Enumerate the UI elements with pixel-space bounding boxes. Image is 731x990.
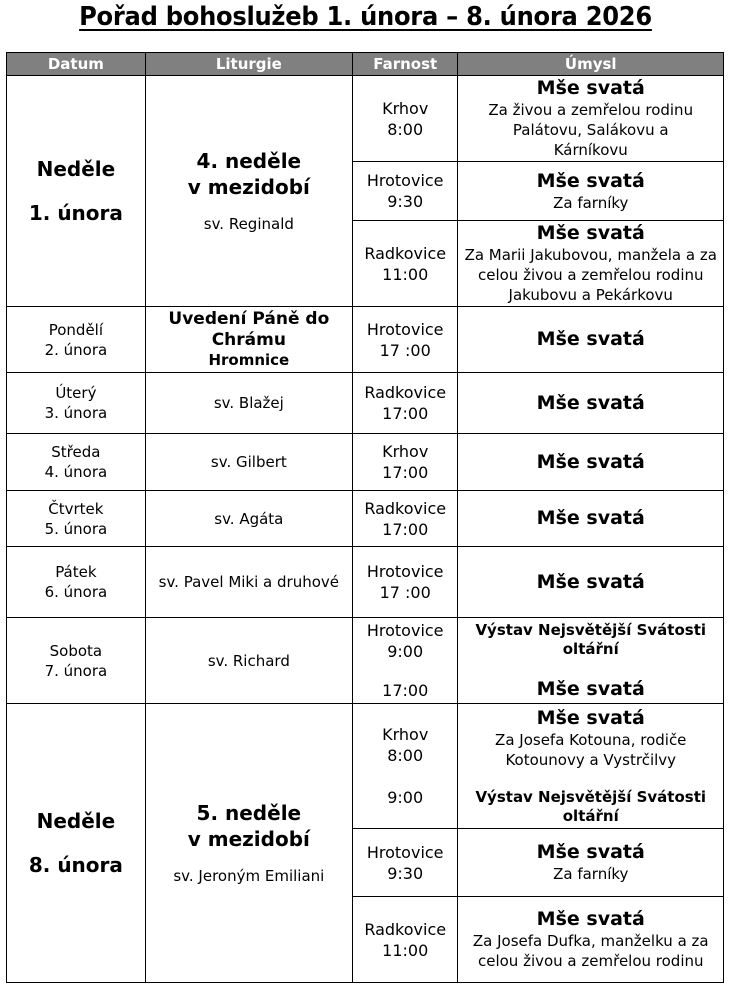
day-date: 6. února (44, 583, 108, 601)
intention-cell (458, 704, 724, 829)
mass-label: Mše svatá (536, 841, 645, 863)
parish-name: Radkovice (364, 919, 447, 939)
day-date: 2. února (44, 340, 108, 359)
parish-cell (352, 76, 458, 162)
table-row (7, 76, 724, 162)
parish-cell (352, 618, 458, 704)
liturgy-title: 4. neděle (196, 149, 302, 173)
liturgy-cell (145, 491, 352, 547)
day-date: 3. února (44, 404, 108, 422)
service-time: 11:00 (382, 940, 429, 960)
parish-cell (352, 547, 458, 618)
liturgy-cell (145, 547, 352, 618)
mass-label: Mše svatá (536, 391, 645, 414)
liturgy-saint: sv. Agáta (214, 509, 284, 528)
date-cell (7, 76, 146, 307)
intention-cell (458, 618, 724, 704)
parish-cell (352, 829, 458, 897)
mass-label: Mše svatá (536, 908, 645, 930)
table-row (7, 704, 724, 829)
liturgy-title: v mezidobí (187, 827, 310, 851)
intention-cell (458, 897, 724, 983)
parish-cell (352, 307, 458, 373)
page-title: Pořad bohoslužeb 1. února – 8. února 2026 (79, 2, 652, 32)
intention-cell (458, 547, 724, 618)
service-time: 11:00 (382, 264, 429, 284)
parish-cell (352, 373, 458, 434)
liturgy-title: Uvedení Páně do Chrámu (168, 309, 330, 350)
parish-name: Radkovice (364, 383, 447, 402)
mass-label: Mše svatá (536, 328, 645, 350)
intention-cell (458, 307, 724, 373)
parish-cell (352, 704, 458, 829)
liturgy-saint: sv. Reginald (203, 215, 294, 233)
parish-name: Hrotovice (366, 621, 444, 640)
day-date: 4. února (44, 463, 108, 481)
service-time: 17:00 (382, 404, 429, 423)
liturgy-saint: sv. Blažej (213, 394, 284, 412)
table-row (7, 491, 724, 547)
day-name: Pondělí (48, 320, 104, 339)
liturgy-cell (145, 76, 352, 307)
service-time: 17 :00 (379, 340, 431, 360)
day-name: Středa (51, 443, 101, 461)
mass-label: Mše svatá (536, 677, 645, 700)
intention-cell (458, 221, 724, 307)
liturgy-saint: sv. Pavel Miki a druhové (158, 573, 340, 591)
intention-text: Za farníky (553, 865, 629, 883)
intention-cell (458, 76, 724, 162)
intention-text: Za Josefa Kotouna, rodiče Kotounovy a Vystrčilvy (495, 730, 687, 769)
parish-cell (352, 491, 458, 547)
day-name: Čtvrtek (48, 499, 104, 518)
liturgy-title: 5. neděle (196, 801, 302, 825)
parish-name: Hrotovice (366, 171, 444, 190)
date-cell (7, 491, 146, 547)
date-cell (7, 307, 146, 373)
intention-cell (458, 829, 724, 897)
mass-label: Mše svatá (536, 222, 645, 244)
exposition-label: Výstav Nejsvětější Svátosti oltářní (475, 787, 707, 825)
service-time-2: 9:00 (387, 788, 424, 807)
service-time: 9:30 (387, 863, 424, 883)
mass-label: Mše svatá (536, 450, 645, 473)
parish-name: Krhov (382, 98, 429, 118)
liturgy-saint: sv. Jeroným Emiliani (173, 867, 325, 885)
parish-name: Radkovice (364, 243, 447, 263)
service-time: 17:00 (382, 463, 429, 482)
parish-cell (352, 221, 458, 307)
date-cell (7, 373, 146, 434)
liturgy-cell (145, 373, 352, 434)
service-time: 8:00 (387, 119, 424, 139)
intention-cell (458, 162, 724, 221)
service-time: 9:30 (387, 192, 424, 211)
header-date: Datum (7, 53, 146, 76)
intention-text: Za farníky (553, 193, 629, 212)
liturgy-title: v mezidobí (187, 175, 310, 199)
mass-label: Mše svatá (536, 169, 645, 192)
liturgy-cell (145, 307, 352, 373)
mass-label: Mše svatá (536, 570, 645, 593)
intention-cell (458, 491, 724, 547)
liturgy-subtitle: Hromnice (208, 351, 290, 369)
parish-name: Radkovice (364, 498, 447, 518)
liturgy-cell (145, 434, 352, 491)
header-parish: Farnost (352, 53, 458, 76)
mass-label: Mše svatá (536, 507, 645, 529)
parish-cell (352, 897, 458, 983)
parish-name: Krhov (382, 725, 429, 744)
liturgy-cell (145, 618, 352, 704)
header-liturgy: Liturgie (145, 53, 352, 76)
service-time-2: 17:00 (382, 681, 429, 700)
date-cell (7, 618, 146, 704)
parish-cell (352, 434, 458, 491)
liturgy-saint: sv. Gilbert (210, 453, 287, 471)
parish-name: Hrotovice (366, 319, 444, 339)
parish-name: Hrotovice (366, 562, 444, 581)
header-row (7, 53, 724, 76)
intention-text: Za Josefa Dufka, manželku a za celou živou a zemřelou rodinu (472, 932, 709, 970)
intention-cell (458, 373, 724, 434)
day-name: Úterý (55, 384, 97, 402)
intention-text: Za Marii Jakubovou, manžela a za celou živou a zemřelou rodinu Jakubovu a Pekárkovu (464, 246, 717, 304)
day-name: Neděle (36, 809, 116, 833)
day-name: Sobota (49, 641, 103, 660)
intention-cell (458, 434, 724, 491)
table-row (7, 618, 724, 704)
mass-label: Mše svatá (536, 77, 645, 99)
date-cell (7, 704, 146, 983)
day-date: 5. února (44, 519, 108, 538)
table-row (7, 547, 724, 618)
exposition-label: Výstav Nejsvětější Svátosti oltářní (475, 620, 707, 658)
day-date: 7. února (44, 661, 108, 680)
service-time: 17:00 (382, 519, 429, 539)
parish-name: Krhov (382, 442, 429, 461)
service-time: 9:00 (387, 642, 424, 661)
intention-text: Za živou a zemřelou rodinu Palátovu, Salákovu a Kárníkovu (488, 101, 694, 159)
day-name: Neděle (36, 157, 116, 181)
day-date: 1. února (28, 201, 123, 225)
parish-cell (352, 162, 458, 221)
day-date: 8. února (28, 853, 123, 877)
table-row (7, 373, 724, 434)
service-time: 8:00 (387, 746, 424, 765)
liturgy-saint: sv. Richard (207, 651, 290, 670)
schedule-table (6, 52, 724, 983)
parish-name: Hrotovice (366, 842, 444, 862)
date-cell (7, 434, 146, 491)
header-intention: Úmysl (458, 53, 724, 76)
service-time: 17 :00 (379, 583, 431, 602)
day-name: Pátek (55, 563, 97, 581)
date-cell (7, 547, 146, 618)
table-row (7, 307, 724, 373)
liturgy-cell (145, 704, 352, 983)
mass-label: Mše svatá (536, 706, 645, 729)
table-row (7, 434, 724, 491)
